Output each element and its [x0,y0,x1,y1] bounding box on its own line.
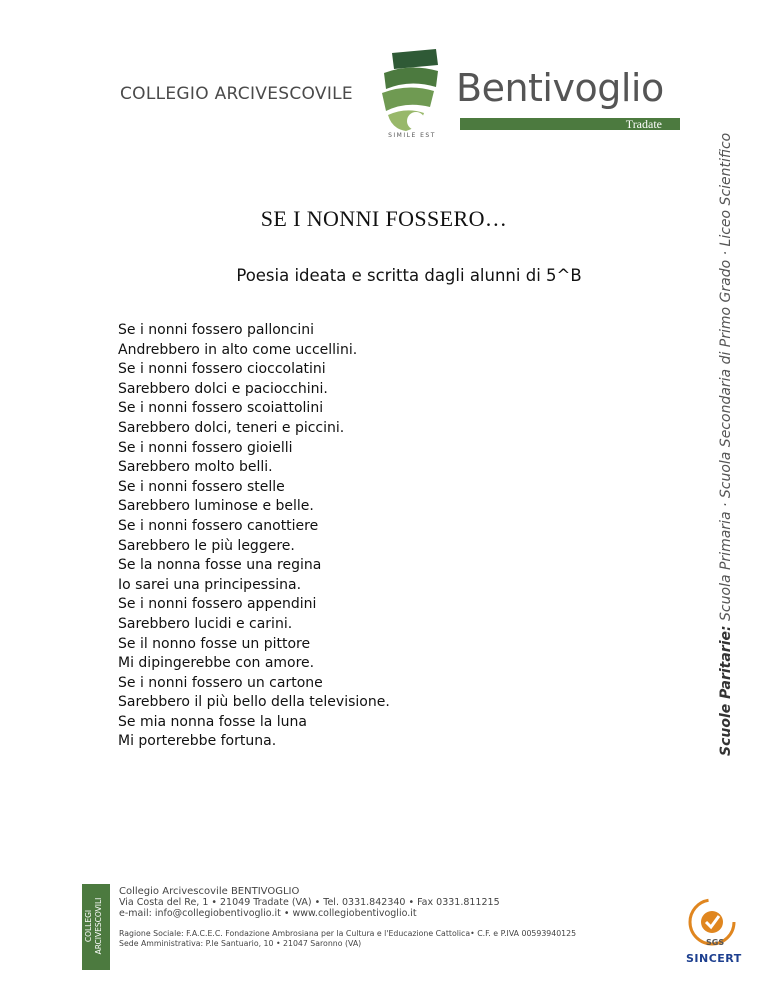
poem-line: Mi porterebbe fortuna. [118,733,277,750]
cert-name-label: SINCERT [686,952,742,965]
poem-line: Sarebbero luminose e belle. [118,498,314,515]
poem-line: Sarebbero il più bello della televisione. [118,694,390,711]
poem-line: Sarebbero le più leggere. [118,537,295,554]
poem-line: Se la nonna fosse una regina [118,557,322,574]
college-logo-emblem [376,43,442,139]
poem-line: Se i nonni fossero scoiattolini [118,400,324,417]
footer-green-band [82,884,110,970]
brand-location-label: Tradate [625,117,662,131]
logo-motto: SIMILE EST [388,132,436,139]
poem-line: Se mia nonna fosse la luna [118,713,307,730]
poem-line: Sarebbero lucidi e carini. [118,615,293,632]
footer-contact: Via Costa del Re, 1 • 21049 Tradate (VA) • Tel. 0331.842340 • Fax 0331.811215 [119,897,500,908]
poem-line: Se i nonni fossero cioccolatini [118,361,326,378]
poem-title: SE I NONNI FOSSERO… [260,206,508,231]
poem-line: Mi dipingerebbe con amore. [118,655,315,672]
poem-subtitle: Poesia ideata e scritta dagli alunni di 5^B [236,266,582,285]
side-schools-list: Scuola Primaria · Scuola Secondaria di Primo Grado · Liceo Scientifico [718,132,734,621]
footer-band-line2: ARCIVESCOVILI [94,897,103,955]
footer-address [119,886,576,949]
poem-line: Se i nonni fossero gioielli [118,439,293,456]
poem-line: Io sarei una principessina. [118,576,302,593]
cert-sgs-label: SGS [706,938,725,947]
poem-line: Andrebbero in alto come uccellini. [118,341,358,358]
side-schools-label: Scuole Paritarie: [718,625,734,756]
poem-line: Se il nonno fosse un pittore [118,635,311,652]
footer-band-line1: COLLEGI [84,909,93,943]
certification-badge-icon [682,896,742,956]
poem-line: Sarebbero molto belli. [118,459,273,476]
poem-line: Se i nonni fossero stelle [118,478,285,495]
poem-line: Se i nonni fossero canottiere [118,517,319,534]
poem-line: Sarebbero dolci e paciocchini. [118,380,328,397]
brand-name: Bentivoglio [456,66,664,110]
footer-web: e-mail: info@collegiobentivoglio.it • www.collegiobentivoglio.it [119,908,417,919]
poem-line: Se i nonni fossero palloncini [118,322,315,338]
footer-band-text [84,884,104,968]
footer-admin-address: Sede Amministrativa: P.le Santuario, 10 • 21047 Saronno (VA) [119,939,362,948]
brand-location-bar [460,118,680,130]
footer-legal-name: Ragione Sociale: F.A.C.E.C. Fondazione Ambrosiana per la Cultura e l'Educazione Cattolica• C.F. e P.IVA 00593940125 [119,929,577,938]
poem-line: Sarebbero dolci, teneri e piccini. [118,419,345,436]
poem-line: Se i nonni fossero appendini [118,596,317,613]
poem-line: Se i nonni fossero un cartone [118,674,323,691]
side-schools-text [718,132,744,756]
footer-college-name: Collegio Arcivescovile BENTIVOGLIO [119,886,300,897]
college-name: COLLEGIO ARCIVESCOVILE [120,84,353,104]
poem-body [118,321,390,752]
